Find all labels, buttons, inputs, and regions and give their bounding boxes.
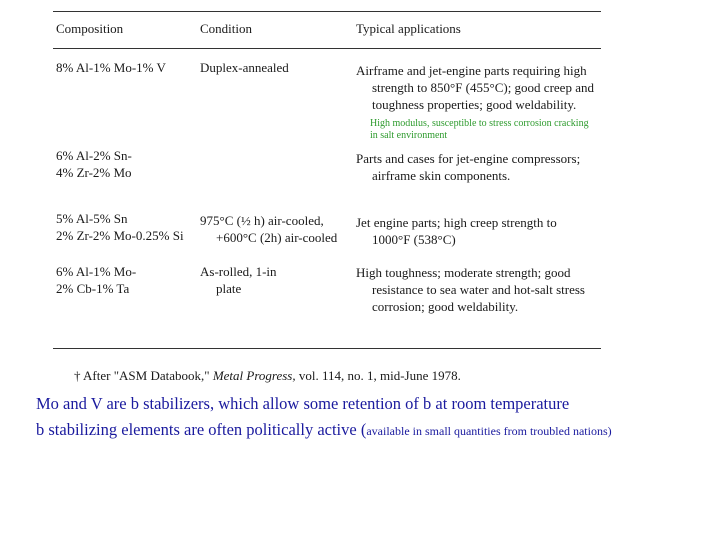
row4-applications: High toughness; moderate strength; good resistance to sea water and hot-salt stress corrosion; good weldability. [356, 265, 585, 314]
header-condition: Condition [200, 21, 253, 36]
row1-condition: Duplex-annealed [200, 60, 289, 75]
header-composition: Composition [56, 21, 124, 36]
row3-condition: 975°C (½ h) air-cooled, +600°C (2h) air-cooled [200, 213, 338, 245]
bullet-line-2: b stabilizing elements are often politically active (available in small quantities from troubled nations) [36, 420, 612, 439]
row3-applications: Jet engine parts; high creep strength to 1000°F (538°C) [356, 215, 557, 247]
table-bottom-rule [53, 348, 601, 349]
row1-composition: 8% Al-1% Mo-1% V [56, 60, 166, 75]
table-top-rule [53, 11, 601, 12]
table-header-rule [53, 48, 601, 49]
bullet-line-1: Mo and V are b stabilizers, which allow some retention of b at room temperature [36, 394, 570, 413]
row3-composition: 5% Al-5% Sn 2% Zr-2% Mo-0.25% Si [56, 211, 184, 243]
row1-applications: Airframe and jet-engine parts requiring high strength to 850°F (455°C); good creep and toughness properties; good weldability. [356, 63, 594, 112]
dagger-marker: † [74, 368, 81, 383]
header-applications: Typical applications [356, 21, 461, 36]
footnote: † After "ASM Databook," Metal Progress, vol. 114, no. 1, mid-June 1978. [74, 368, 461, 383]
row2-composition: 6% Al-2% Sn- 4% Zr-2% Mo [56, 148, 132, 180]
row4-composition: 6% Al-1% Mo- 2% Cb-1% Ta [56, 264, 137, 296]
row1-note: High modulus, susceptible to stress corrosion cracking in salt environment [370, 118, 589, 141]
row2-applications: Parts and cases for jet-engine compressors; airframe skin components. [356, 151, 581, 183]
row4-condition: As-rolled, 1-in plate [200, 264, 277, 296]
